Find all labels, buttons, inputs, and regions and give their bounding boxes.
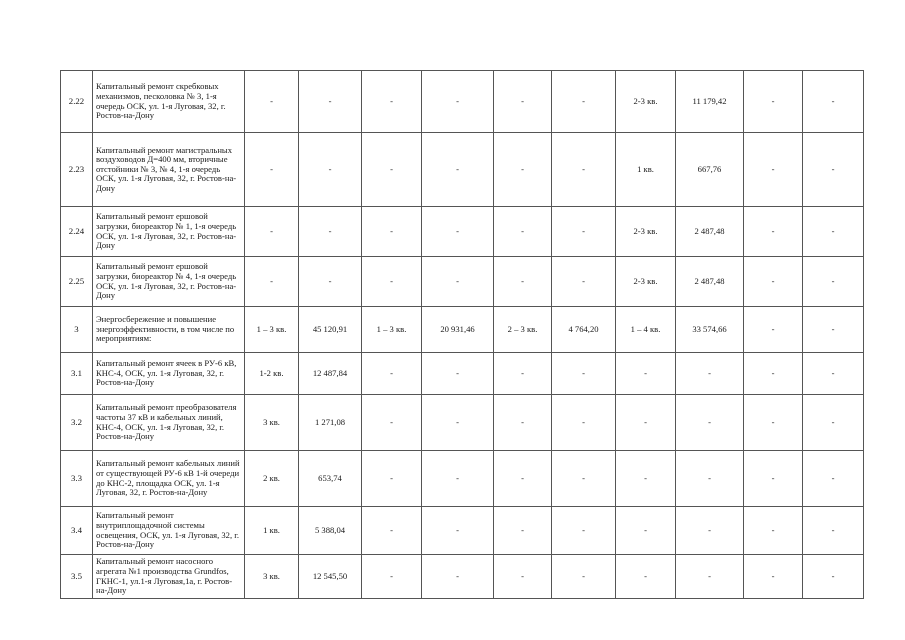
value-cell: - [803, 207, 864, 257]
value-cell: - [744, 451, 803, 507]
value-cell: - [744, 353, 803, 395]
value-cell: - [422, 133, 494, 207]
table-row [61, 133, 864, 207]
value-cell: - [422, 507, 494, 555]
value-cell: - [552, 507, 616, 555]
value-cell: - [744, 133, 803, 207]
value-cell: 2-3 кв. [616, 71, 676, 133]
description-cell: Капитальный ремонт ершовой загрузки, биореактор № 1, 1-я очередь ОСК, ул. 1-я Луговая, 32, г. Ростов-на-Дону [93, 207, 245, 257]
value-cell: - [744, 257, 803, 307]
row-number-cell: 2.23 [61, 133, 93, 207]
value-cell: - [494, 133, 552, 207]
value-cell: - [803, 257, 864, 307]
value-cell: - [803, 395, 864, 451]
table-row [61, 257, 864, 307]
value-cell: - [362, 133, 422, 207]
description-cell: Капитальный ремонт ершовой загрузки, биореактор № 4, 1-я очередь ОСК, ул. 1-я Луговая, 32, г. Ростов-на-Дону [93, 257, 245, 307]
row-number-cell: 2.24 [61, 207, 93, 257]
row-number-cell: 3.5 [61, 555, 93, 599]
value-cell: - [299, 133, 362, 207]
row-number-cell: 3.4 [61, 507, 93, 555]
value-cell: - [362, 395, 422, 451]
description-cell: Энергосбережение и повышение энергоэффективности, в том числе по мероприятиям: [93, 307, 245, 353]
value-cell: - [299, 71, 362, 133]
value-cell: 1 кв. [616, 133, 676, 207]
value-cell: - [744, 395, 803, 451]
value-cell: - [803, 555, 864, 599]
value-cell: - [422, 207, 494, 257]
value-cell: 45 120,91 [299, 307, 362, 353]
value-cell: - [552, 71, 616, 133]
investment-table [60, 70, 864, 599]
value-cell: 2 – 3 кв. [494, 307, 552, 353]
row-number-cell: 2.22 [61, 71, 93, 133]
value-cell: - [803, 353, 864, 395]
value-cell: - [362, 207, 422, 257]
table-row [61, 307, 864, 353]
value-cell: - [616, 353, 676, 395]
value-cell: - [552, 555, 616, 599]
value-cell: - [494, 507, 552, 555]
value-cell: 3 кв. [245, 555, 299, 599]
value-cell: - [744, 207, 803, 257]
value-cell: 11 179,42 [676, 71, 744, 133]
value-cell: - [422, 555, 494, 599]
value-cell: - [362, 451, 422, 507]
value-cell: - [803, 71, 864, 133]
row-number-cell: 3 [61, 307, 93, 353]
value-cell: - [676, 555, 744, 599]
value-cell: 12 487,84 [299, 353, 362, 395]
description-cell: Капитальный ремонт преобразователя частоты 37 кВ и кабельных линий, КНС-4, ОСК, ул. 1-я Луговая, 32, г. Ростов-на-Дону [93, 395, 245, 451]
table-row [61, 395, 864, 451]
value-cell: 1 – 3 кв. [362, 307, 422, 353]
row-number-cell: 3.3 [61, 451, 93, 507]
value-cell: 4 764,20 [552, 307, 616, 353]
description-cell: Капитальный ремонт насосного агрегата №1 производства Grundfos, ГКНС-1, ул.1-я Луговая,1а, г. Ростов-на-Дону [93, 555, 245, 599]
value-cell: - [422, 257, 494, 307]
value-cell: - [494, 71, 552, 133]
value-cell: - [803, 507, 864, 555]
value-cell: - [362, 353, 422, 395]
value-cell: - [676, 353, 744, 395]
value-cell: - [422, 71, 494, 133]
description-cell: Капитальный ремонт кабельных линий от существующей РУ-6 кВ 1-й очереди до КНС-2, площадка ОСК, ул. 1-я Луговая, 32, г. Ростов-на-Дону [93, 451, 245, 507]
value-cell: - [803, 307, 864, 353]
value-cell: 33 574,66 [676, 307, 744, 353]
value-cell: - [616, 451, 676, 507]
value-cell: - [362, 257, 422, 307]
value-cell: 2 487,48 [676, 207, 744, 257]
value-cell: - [245, 133, 299, 207]
value-cell: - [552, 133, 616, 207]
table-row [61, 555, 864, 599]
value-cell: - [245, 207, 299, 257]
value-cell: - [299, 257, 362, 307]
value-cell: - [552, 353, 616, 395]
value-cell: 5 388,04 [299, 507, 362, 555]
value-cell: 3 кв. [245, 395, 299, 451]
table-row [61, 207, 864, 257]
value-cell: - [299, 207, 362, 257]
value-cell: 20 931,46 [422, 307, 494, 353]
value-cell: - [616, 395, 676, 451]
value-cell: - [552, 395, 616, 451]
value-cell: - [552, 451, 616, 507]
value-cell: - [245, 71, 299, 133]
value-cell: 653,74 [299, 451, 362, 507]
value-cell: - [616, 507, 676, 555]
value-cell: 2-3 кв. [616, 207, 676, 257]
row-number-cell: 3.1 [61, 353, 93, 395]
value-cell: - [422, 451, 494, 507]
value-cell: - [744, 507, 803, 555]
value-cell: - [494, 257, 552, 307]
value-cell: - [803, 451, 864, 507]
row-number-cell: 3.2 [61, 395, 93, 451]
value-cell: - [676, 395, 744, 451]
description-cell: Капитальный ремонт магистральных воздуховодов Д=400 мм, вторичные отстойники № 3, № 4, 1-я очередь ОСК, ул. 1-я Луговая, 32, г. Ростов-на-Дону [93, 133, 245, 207]
value-cell: - [744, 71, 803, 133]
value-cell: 2 487,48 [676, 257, 744, 307]
table-row [61, 353, 864, 395]
value-cell: 12 545,50 [299, 555, 362, 599]
value-cell: 1 кв. [245, 507, 299, 555]
value-cell: - [676, 507, 744, 555]
value-cell: 1 – 4 кв. [616, 307, 676, 353]
value-cell: - [552, 257, 616, 307]
value-cell: - [362, 71, 422, 133]
value-cell: - [494, 451, 552, 507]
value-cell: - [245, 257, 299, 307]
value-cell: - [552, 207, 616, 257]
value-cell: 1 271,08 [299, 395, 362, 451]
value-cell: - [616, 555, 676, 599]
value-cell: - [362, 507, 422, 555]
description-cell: Капитальный ремонт внутриплощадочной системы освещения, ОСК, ул. 1-я Луговая, 32, г. Ростов-на-Дону [93, 507, 245, 555]
value-cell: - [744, 307, 803, 353]
value-cell: - [422, 395, 494, 451]
description-cell: Капитальный ремонт скребковых механизмов, песколовка № 3, 1-я очередь ОСК, ул. 1-я Луговая, 32, г. Ростов-на-Дону [93, 71, 245, 133]
value-cell: - [494, 395, 552, 451]
table-row [61, 71, 864, 133]
value-cell: - [422, 353, 494, 395]
value-cell: 667,76 [676, 133, 744, 207]
value-cell: 1-2 кв. [245, 353, 299, 395]
value-cell: 1 – 3 кв. [245, 307, 299, 353]
value-cell: - [803, 133, 864, 207]
value-cell: - [744, 555, 803, 599]
value-cell: - [494, 555, 552, 599]
table-row [61, 451, 864, 507]
value-cell: - [494, 207, 552, 257]
row-number-cell: 2.25 [61, 257, 93, 307]
table-row [61, 507, 864, 555]
value-cell: - [494, 353, 552, 395]
value-cell: 2-3 кв. [616, 257, 676, 307]
value-cell: - [676, 451, 744, 507]
value-cell: - [362, 555, 422, 599]
value-cell: 2 кв. [245, 451, 299, 507]
description-cell: Капитальный ремонт ячеек в РУ-6 кВ, КНС-4, ОСК, ул. 1-я Луговая, 32, г. Ростов-на-Дону [93, 353, 245, 395]
